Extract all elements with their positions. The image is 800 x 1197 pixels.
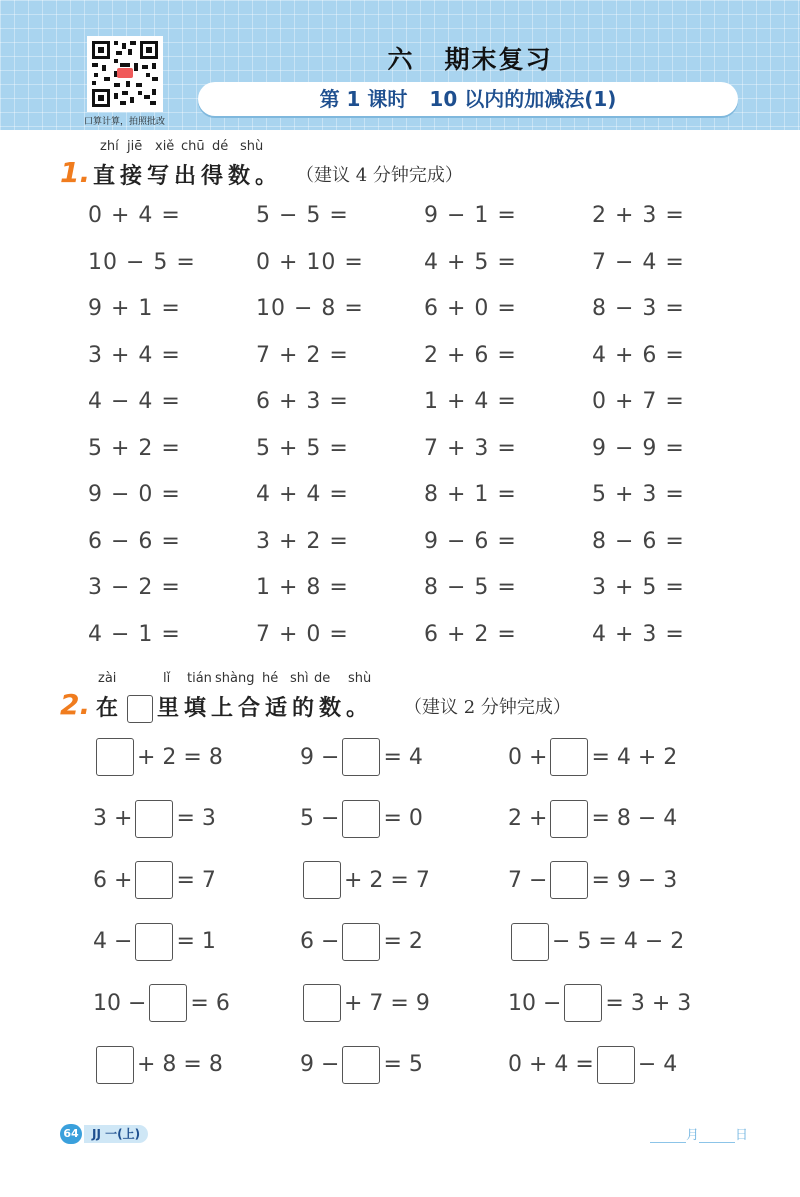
addition-exercise-r3-c1: 9 + 1 = [88,296,181,321]
exercise-text-before: 0 + 4 = [508,1052,594,1077]
section2-pinyin-4: shàng [215,671,255,686]
section2-pinyin-5: hé [262,671,279,686]
fill-blank-exercise-r5-c3 [508,984,691,1022]
exercise-text-after: = 6 [190,990,230,1016]
addition-exercise-r3-c2: 10 − 8 = [256,296,364,321]
month-blank[interactable] [650,1128,686,1143]
section1-pinyin-1: zhí [100,139,119,154]
addition-exercise-r4-c4: 4 + 6 = [592,342,685,368]
unit-number: 六 [387,45,415,74]
month-label: 月 [686,1128,700,1143]
addition-exercise-r8-c3: 9 − 6 = [424,528,517,554]
addition-exercise-r5-c4: 0 + 7 = [592,389,685,414]
fill-blank-exercise-r4-c1 [93,923,216,961]
qr-caption: 口算计算，拍照批改 [84,117,166,127]
fill-blank-exercise-r4-c3 [508,923,684,961]
section1-pinyin-4: chū [181,139,205,154]
addition-exercise-r6-c4: 9 − 9 = [592,435,685,461]
exercise-text-after: + 2 = 7 [344,867,430,893]
book-code: JJ 一(上) [84,1125,148,1143]
answer-box[interactable] [149,984,187,1022]
addition-exercise-r2-c2: 0 + 10 = [256,249,364,275]
exercise-text-before: 0 + [508,744,548,770]
addition-exercise-r10-c2: 7 + 0 = [256,621,349,647]
addition-exercise-r9-c1: 3 − 2 = [88,575,181,600]
addition-exercise-r6-c3: 7 + 3 = [424,435,517,461]
exercise-text-after: + 7 = 9 [344,990,430,1016]
addition-exercise-r9-c2: 1 + 8 = [256,575,349,600]
section1-note: （建议 4 分钟完成） [296,165,463,186]
day-label: 日 [735,1128,749,1143]
section2-pinyin-6: shì [290,671,309,686]
addition-exercise-r6-c2: 5 + 5 = [256,435,349,461]
fill-blank-exercise-r3-c2 [300,861,430,899]
section2-pinyin-3: tián [187,671,212,686]
section2-pinyin-8: shù [348,671,372,686]
addition-exercise-r9-c3: 8 − 5 = [424,575,517,600]
addition-exercise-r9-c4: 3 + 5 = [592,575,685,600]
answer-box[interactable] [550,861,588,899]
answer-box[interactable] [342,1046,380,1084]
addition-exercise-r5-c1: 4 − 4 = [88,389,181,414]
answer-box[interactable] [303,984,341,1022]
exercise-text-before: 9 − [300,1052,340,1077]
section2-pinyin-7: de [314,671,331,686]
lesson-title-bar [198,82,738,116]
addition-exercise-r3-c3: 6 + 0 = [424,296,517,321]
section2-note: （建议 2 分钟完成） [404,697,571,718]
addition-exercise-r7-c3: 8 + 1 = [424,482,517,507]
qr-code-icon[interactable] [87,36,163,112]
addition-exercise-r7-c4: 5 + 3 = [592,482,685,507]
exercise-text-after: = 5 [383,1052,423,1077]
addition-exercise-r1-c3: 9 − 1 = [424,203,517,228]
answer-box[interactable] [511,923,549,961]
exercise-text-before: 3 + [93,806,133,831]
addition-exercise-r6-c1: 5 + 2 = [88,435,181,461]
section2-title [96,691,373,723]
addition-exercise-r1-c2: 5 − 5 = [256,203,349,228]
day-blank[interactable] [699,1128,735,1143]
addition-exercise-r4-c1: 3 + 4 = [88,342,181,368]
section2-title-after: 里填上合适的数。 [157,696,374,721]
answer-box[interactable] [135,800,173,838]
sample-blank-box [127,695,153,723]
unit-title [200,40,740,76]
addition-exercise-r2-c1: 10 − 5 = [88,249,196,275]
addition-exercise-r7-c2: 4 + 4 = [256,482,349,507]
fill-blank-exercise-r2-c3 [508,800,677,838]
page-badge [60,1124,148,1144]
answer-box[interactable] [342,923,380,961]
fill-blank-exercise-r6-c3 [508,1046,677,1084]
exercise-text-after: = 3 [176,806,216,831]
exercise-text-after: − 5 = 4 − 2 [552,929,685,954]
addition-exercise-r8-c1: 6 − 6 = [88,528,181,554]
exercise-text-after: = 7 [176,867,216,893]
exercise-text-before: 6 + [93,867,133,893]
fill-blank-exercise-r3-c3 [508,861,677,899]
answer-box[interactable] [550,738,588,776]
lesson-label: 第 1 课时 [319,87,408,111]
exercise-text-before: 2 + [508,806,548,831]
page-number: 64 [60,1124,82,1144]
section1-pinyin-3: xiě [155,139,175,154]
fill-blank-exercise-r5-c1 [93,984,230,1022]
exercise-text-after: = 1 [176,929,216,954]
fill-blank-exercise-r6-c1 [93,1046,223,1084]
addition-exercise-r2-c4: 7 − 4 = [592,249,685,275]
exercise-text-after: = 2 [383,929,423,954]
section2-number: 2. [60,688,91,721]
addition-exercise-r5-c2: 6 + 3 = [256,389,349,414]
fill-blank-exercise-r3-c1 [93,861,216,899]
exercise-text-after: = 4 [383,744,423,770]
addition-exercise-r5-c3: 1 + 4 = [424,389,517,414]
section1-pinyin-6: shù [240,139,264,154]
exercise-text-after: = 4 + 2 [591,744,678,770]
fill-blank-exercise-r5-c2 [300,984,430,1022]
section1-pinyin-2: jiē [127,139,143,154]
section2-pinyin-2: lǐ [163,671,171,686]
addition-exercise-r3-c4: 8 − 3 = [592,296,685,321]
addition-exercise-r4-c2: 7 + 2 = [256,342,349,368]
exercise-text-after: = 9 − 3 [591,867,678,893]
section1-number: 1. [60,156,91,189]
answer-box[interactable] [96,1046,134,1084]
exercise-text-before: 10 − [93,990,147,1016]
answer-box[interactable] [135,861,173,899]
addition-exercise-r8-c4: 8 − 6 = [592,528,685,554]
answer-box[interactable] [597,1046,635,1084]
section1-pinyin-5: dé [212,139,229,154]
exercise-text-before: 5 − [300,806,340,831]
addition-exercise-r4-c3: 2 + 6 = [424,342,517,368]
exercise-text-before: 10 − [508,990,562,1016]
exercise-text-after: = 8 − 4 [591,806,678,831]
addition-exercise-r1-c1: 0 + 4 = [88,203,181,228]
date-line [650,1124,748,1143]
answer-box[interactable] [303,861,341,899]
answer-box[interactable] [342,738,380,776]
exercise-text-before: 4 − [93,929,133,954]
exercise-text-after: = 3 + 3 [605,990,692,1016]
header-band [0,0,800,130]
fill-blank-exercise-r2-c1 [93,800,216,838]
exercise-text-after: + 2 = 8 [137,744,223,770]
answer-box[interactable] [96,738,134,776]
unit-name: 期末复习 [444,45,553,74]
fill-blank-exercise-r4-c2 [300,923,423,961]
answer-box[interactable] [135,923,173,961]
exercise-text-after: + 8 = 8 [137,1052,223,1077]
exercise-text-before: 9 − [300,744,340,770]
addition-exercise-r1-c4: 2 + 3 = [592,203,685,228]
addition-exercise-r10-c4: 4 + 3 = [592,621,685,647]
fill-blank-exercise-r6-c2 [300,1046,423,1084]
exercise-text-after: − 4 [637,1052,678,1077]
lesson-title: 10 以内的加减法(1) [429,87,617,111]
section2-pinyin-1: zài [98,671,117,686]
exercise-text-before: 7 − [508,867,548,893]
answer-box[interactable] [564,984,602,1022]
section1-title: 直接写出得数。 [93,164,283,189]
exercise-text-after: = 0 [383,806,423,831]
exercise-text-before: 6 − [300,929,340,954]
fill-blank-exercise-r1-c3 [508,738,677,776]
answer-box[interactable] [550,800,588,838]
addition-exercise-r10-c1: 4 − 1 = [88,621,181,647]
addition-exercise-r7-c1: 9 − 0 = [88,482,181,507]
fill-blank-exercise-r1-c1 [93,738,223,776]
fill-blank-exercise-r2-c2 [300,800,423,838]
section2-title-before: 在 [96,696,124,721]
addition-exercise-r8-c2: 3 + 2 = [256,528,349,554]
fill-blank-exercise-r1-c2 [300,738,423,776]
addition-exercise-r2-c3: 4 + 5 = [424,249,517,275]
answer-box[interactable] [342,800,380,838]
addition-exercise-r10-c3: 6 + 2 = [424,621,517,647]
